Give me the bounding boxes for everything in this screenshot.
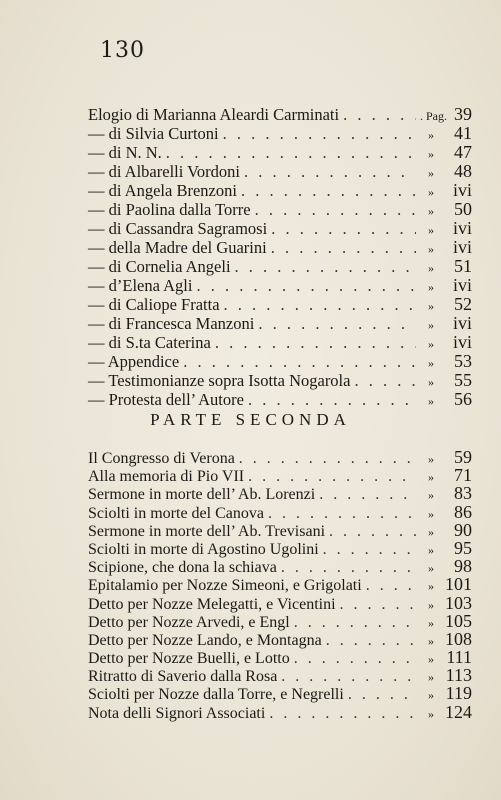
- toc-entry-marker: »: [428, 204, 434, 218]
- toc-entry-page: 113: [445, 665, 472, 686]
- toc-entry-title: Sciolti in morte del Canova: [88, 504, 264, 522]
- toc-entry-page: 101: [445, 574, 472, 595]
- table-of-contents-part-two: [88, 448, 472, 721]
- toc-entry-page: 41: [454, 123, 472, 143]
- toc-entry-title: — di Angela Brenzoni: [88, 181, 237, 200]
- toc-entry: [88, 257, 472, 276]
- toc-entry-title: — d’Elena Agli: [88, 276, 193, 295]
- toc-entry-page: 108: [445, 628, 472, 649]
- toc-entry-page: 103: [445, 592, 472, 613]
- dot-leader: [268, 505, 416, 523]
- toc-entry: [88, 575, 472, 593]
- toc-entry-marker: »: [428, 561, 434, 576]
- toc-entry-title: — di Cornelia Angeli: [88, 257, 231, 276]
- toc-entry-page: 51: [454, 256, 472, 276]
- toc-entry-title: — Protesta dell’ Autore: [88, 390, 244, 409]
- toc-entry-title: — della Madre del Guarini: [88, 238, 267, 257]
- toc-entry-title: — di Paolina dalla Torre: [88, 200, 251, 219]
- toc-entry-marker: »: [428, 375, 434, 389]
- toc-entry: [88, 162, 472, 181]
- toc-entry-page: 59: [454, 447, 472, 467]
- dot-leader: [248, 468, 416, 486]
- toc-entry: [88, 684, 472, 702]
- toc-entry: [88, 371, 472, 390]
- page-number: 130: [100, 38, 145, 63]
- dot-leader: [326, 632, 416, 650]
- toc-entry-page: 53: [454, 351, 472, 371]
- toc-entry-page: ivi: [452, 332, 472, 352]
- toc-entry-marker: »: [428, 147, 434, 161]
- section-heading-parte-seconda: PARTE SECONDA: [150, 410, 351, 429]
- toc-entry-title: Sermone in morte dell’ Ab. Lorenzi: [88, 486, 316, 504]
- toc-entry: [88, 200, 472, 219]
- toc-entry: [88, 333, 472, 352]
- dot-leader: [271, 219, 416, 238]
- toc-entry-marker: »: [428, 356, 434, 370]
- toc-entry-page: ivi: [452, 275, 472, 295]
- toc-entry-marker: »: [428, 242, 434, 256]
- toc-entry-title: Sciolti in morte di Agostino Ugolini: [88, 540, 319, 558]
- toc-entry-marker: »: [428, 670, 434, 685]
- toc-entry: [88, 703, 472, 721]
- toc-entry-marker: »: [428, 261, 434, 275]
- toc-entry-page: 105: [445, 610, 472, 631]
- toc-entry-marker: »: [428, 128, 434, 142]
- toc-entry-page: 52: [454, 294, 472, 314]
- toc-entry-title: Sermone in morte dell’ Ab. Trevisani: [88, 522, 326, 540]
- toc-entry-page: 47: [454, 142, 472, 162]
- dot-leader: [281, 559, 416, 577]
- toc-entry-title: — di Albarelli Vordoni: [88, 162, 241, 181]
- toc-entry: [88, 295, 472, 314]
- toc-entry: [88, 314, 472, 333]
- toc-entry: [88, 238, 472, 257]
- toc-entry-page: ivi: [452, 313, 472, 333]
- toc-entry: [88, 390, 472, 409]
- dot-leader: [166, 143, 416, 162]
- toc-entry-marker: »: [428, 488, 434, 503]
- toc-entry: [88, 666, 472, 684]
- dot-leader: [196, 276, 416, 295]
- toc-entry: [88, 484, 472, 502]
- toc-entry: [88, 219, 472, 238]
- toc-entry: [88, 276, 472, 295]
- dot-leader: [255, 200, 416, 219]
- dot-leader: [343, 105, 416, 124]
- toc-entry-marker: »: [428, 652, 434, 667]
- dot-leader: [354, 371, 416, 390]
- toc-entry: [88, 143, 472, 162]
- toc-entry: [88, 352, 472, 371]
- toc-entry-page: 98: [454, 556, 472, 577]
- toc-entry-marker: . Pag.: [420, 109, 447, 123]
- dot-leader: [215, 333, 416, 352]
- toc-entry-marker: »: [428, 579, 434, 594]
- toc-entry-marker: »: [428, 470, 434, 485]
- toc-entry-page: 86: [454, 501, 472, 522]
- dot-leader: [319, 486, 416, 504]
- toc-entry-marker: »: [428, 615, 434, 630]
- toc-entry-title: Sciolti per Nozze dalla Torre, e Negrelli: [88, 686, 344, 704]
- dot-leader: [183, 352, 416, 371]
- toc-entry-title: — di Caliope Fratta: [88, 295, 220, 314]
- toc-entry-title: — di Silvia Curtoni: [88, 124, 219, 143]
- toc-entry-title: Detto per Nozze Lando, e Montagna: [88, 631, 322, 649]
- toc-entry-title: Ritratto di Saverio dalla Rosa: [88, 668, 278, 686]
- table-of-contents-part-one: [88, 105, 472, 409]
- toc-entry-page: ivi: [452, 237, 472, 257]
- toc-entry-title: — di Cassandra Sagramosi: [88, 219, 268, 238]
- toc-entry-title: — Appendice: [88, 352, 180, 371]
- toc-entry-marker: »: [428, 688, 434, 703]
- toc-entry-page: 111: [446, 647, 472, 668]
- toc-entry-marker: »: [428, 633, 434, 648]
- dot-leader: [294, 614, 416, 632]
- dot-leader: [348, 686, 416, 704]
- toc-entry-title: — Testimonianze sopra Isotta Nogarola: [88, 371, 351, 390]
- toc-entry-title: Detto per Nozze Buelli, e Lotto: [88, 650, 290, 668]
- dot-leader: [340, 596, 416, 614]
- toc-entry-marker: »: [428, 542, 434, 557]
- dot-leader: [271, 238, 416, 257]
- toc-entry-page: 39: [454, 104, 472, 124]
- toc-entry-marker: »: [428, 280, 434, 294]
- toc-entry-marker: »: [428, 452, 434, 466]
- toc-entry: [88, 521, 472, 539]
- toc-entry-title: Elogio di Marianna Aleardi Carminati: [88, 105, 340, 124]
- toc-entry-title: — di N. N.: [88, 143, 162, 162]
- toc-entry-marker: »: [428, 166, 434, 180]
- toc-entry: [88, 557, 472, 575]
- toc-entry: [88, 466, 472, 484]
- toc-entry-page: 83: [454, 483, 472, 504]
- dot-leader: [258, 314, 416, 333]
- toc-entry-page: 55: [454, 370, 472, 390]
- toc-entry-title: Scipione, che dona la schiava: [88, 559, 277, 577]
- dot-leader: [241, 181, 416, 200]
- dot-leader: [323, 541, 416, 559]
- toc-entry-title: Il Congresso di Verona: [88, 450, 235, 467]
- toc-entry-title: Detto per Nozze Arvedi, e Engl: [88, 613, 290, 631]
- dot-leader: [281, 668, 416, 686]
- toc-entry: [88, 539, 472, 557]
- toc-entry: [88, 124, 472, 143]
- toc-entry-title: Nota delli Signori Associati: [88, 704, 266, 722]
- dot-leader: [329, 523, 416, 541]
- toc-entry: [88, 612, 472, 630]
- toc-entry-marker: »: [428, 394, 434, 408]
- toc-entry-page: ivi: [452, 218, 472, 238]
- toc-entry-marker: »: [428, 706, 434, 721]
- toc-entry: [88, 594, 472, 612]
- toc-entry-title: — di Francesca Manzoni: [88, 314, 255, 333]
- toc-entry-page: 124: [445, 701, 472, 722]
- dot-leader: [248, 390, 416, 409]
- toc-entry: [88, 630, 472, 648]
- dot-leader: [223, 124, 416, 143]
- toc-entry-marker: »: [428, 337, 434, 351]
- toc-entry-title: Epitalamio per Nozze Simeoni, e Grigolati: [88, 577, 362, 595]
- dot-leader: [235, 257, 416, 276]
- toc-entry-title: Detto per Nozze Melegatti, e Vicentini: [88, 595, 336, 613]
- toc-entry-marker: »: [428, 506, 434, 521]
- toc-entry-title: Alla memoria di Pio VII: [88, 468, 245, 486]
- toc-entry-page: 90: [454, 519, 472, 540]
- toc-entry: [88, 105, 472, 124]
- dot-leader: [366, 577, 416, 595]
- toc-entry-page: 119: [445, 683, 472, 704]
- toc-entry-marker: »: [428, 185, 434, 199]
- toc-entry: [88, 648, 472, 666]
- toc-entry-page: ivi: [452, 180, 472, 200]
- toc-entry-page: 50: [454, 199, 472, 219]
- dot-leader: [224, 295, 416, 314]
- dot-leader: [294, 650, 416, 668]
- toc-entry-marker: »: [428, 597, 434, 612]
- toc-entry-page: 48: [454, 161, 472, 181]
- dot-leader: [239, 450, 416, 468]
- toc-entry-marker: »: [428, 318, 434, 332]
- toc-entry-marker: »: [428, 299, 434, 313]
- dot-leader: [244, 162, 416, 181]
- toc-entry: [88, 181, 472, 200]
- toc-entry-page: 56: [454, 389, 472, 409]
- toc-entry-page: 71: [454, 465, 472, 486]
- toc-entry-marker: »: [428, 223, 434, 237]
- dot-leader: [269, 705, 416, 723]
- toc-entry: [88, 448, 472, 466]
- toc-entry-title: — di S.ta Caterina: [88, 333, 211, 352]
- toc-entry: [88, 503, 472, 521]
- toc-entry-page: 95: [454, 537, 472, 558]
- toc-entry-marker: »: [428, 524, 434, 539]
